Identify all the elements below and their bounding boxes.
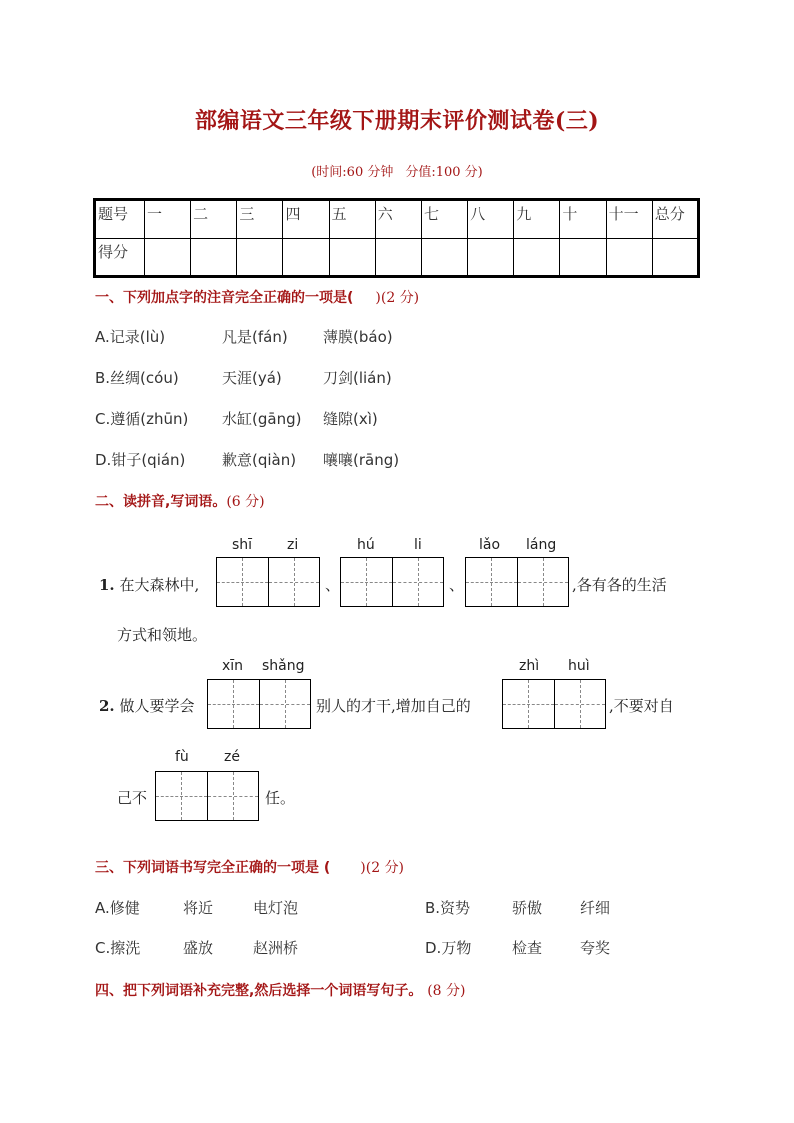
pinyin-ze: zé bbox=[224, 749, 240, 765]
writing-grid-zhihui[interactable] bbox=[502, 679, 606, 729]
score-cell[interactable] bbox=[514, 238, 560, 277]
pinyin-hui: huì bbox=[568, 658, 590, 674]
separator-1: 、 bbox=[325, 576, 341, 594]
score-col-2: 二 bbox=[191, 200, 237, 239]
score-col-label: 题号 bbox=[95, 200, 145, 239]
q4-heading-text: 四、把下列词语补充完整,然后选择一个词语写句子。 bbox=[95, 983, 423, 999]
score-table-header-row bbox=[95, 200, 699, 239]
q1-option-b-word2: 天涯(yá) bbox=[222, 369, 282, 387]
pinyin-fu: fù bbox=[175, 749, 189, 765]
q1-option-c-word2: 水缸(gāng) bbox=[222, 410, 302, 428]
q3-option-a-word2: 将近 bbox=[183, 899, 214, 917]
pinyin-hu: hú bbox=[357, 537, 375, 553]
q2-sentence2-start bbox=[99, 695, 194, 716]
q2-sentence1-post: ,各有各的生活 bbox=[572, 576, 667, 594]
pinyin-lang: láng bbox=[526, 537, 557, 553]
pinyin-zhi: zhì bbox=[519, 658, 540, 674]
q2-heading-text: 二、读拼音,写词语。 bbox=[95, 494, 227, 510]
q4-heading bbox=[95, 980, 465, 1000]
q2-sentence2-number: 2. bbox=[99, 697, 115, 715]
q3-option-a[interactable]: A.修健 bbox=[95, 899, 140, 917]
q1-option-a-word3: 薄膜(báo) bbox=[323, 328, 393, 346]
pinyin-shi: shī bbox=[232, 537, 253, 553]
q4-points: (8 分) bbox=[427, 983, 466, 999]
grid-cell[interactable] bbox=[341, 558, 392, 606]
score-cell[interactable] bbox=[145, 238, 191, 277]
separator-2: 、 bbox=[449, 576, 465, 594]
score-table bbox=[93, 198, 700, 278]
q1-option-c[interactable]: C.遵循(zhūn) bbox=[95, 410, 189, 428]
score-col-8: 八 bbox=[468, 200, 514, 239]
grid-cell[interactable] bbox=[259, 680, 311, 728]
q2-sentence2-post: ,不要对自 bbox=[609, 697, 674, 715]
score-cell[interactable] bbox=[191, 238, 237, 277]
writing-grid-laolang[interactable] bbox=[465, 557, 569, 607]
pinyin-lao: lǎo bbox=[479, 537, 501, 553]
score-col-total: 总分 bbox=[652, 200, 698, 239]
score-cell[interactable] bbox=[237, 238, 283, 277]
q1-option-d[interactable]: D.钳子(qián) bbox=[95, 451, 186, 469]
q3-option-c-word3: 赵洲桥 bbox=[253, 939, 299, 957]
q1-option-d-word3: 嚷嚷(rāng) bbox=[323, 451, 400, 469]
q2-sentence1-pre: 在大森林中, bbox=[119, 576, 200, 594]
writing-grid-shizi[interactable] bbox=[216, 557, 320, 607]
score-col-11: 十一 bbox=[606, 200, 652, 239]
q3-option-d-word2: 检查 bbox=[512, 939, 543, 957]
exam-total-score: 分值:100 分) bbox=[405, 165, 483, 180]
score-row-label: 得分 bbox=[95, 238, 145, 277]
pinyin-xin: xīn bbox=[222, 658, 244, 674]
q3-option-d[interactable]: D.万物 bbox=[425, 939, 472, 957]
score-cell[interactable] bbox=[560, 238, 606, 277]
q1-heading bbox=[95, 287, 419, 307]
score-col-10: 十 bbox=[560, 200, 606, 239]
score-cell[interactable] bbox=[652, 238, 698, 277]
q3-heading-text: 三、下列词语书写完全正确的一项是 ( bbox=[95, 860, 331, 876]
q3-option-c[interactable]: C.擦洗 bbox=[95, 939, 141, 957]
q3-option-b-word3: 纤细 bbox=[580, 899, 611, 917]
score-col-9: 九 bbox=[514, 200, 560, 239]
q3-points: )(2 分) bbox=[360, 860, 405, 876]
q2-sentence1-cont: 方式和领地。 bbox=[117, 626, 208, 644]
score-col-6: 六 bbox=[375, 200, 421, 239]
score-col-5: 五 bbox=[329, 200, 375, 239]
q1-points: )(2 分) bbox=[375, 290, 420, 306]
exam-info bbox=[0, 161, 794, 180]
q2-points: (6 分) bbox=[226, 494, 265, 510]
page-title: 部编语文三年级下册期末评价测试卷(三) bbox=[194, 108, 600, 134]
q3-option-b[interactable]: B.资势 bbox=[425, 899, 471, 917]
q1-option-d-word2: 歉意(qiàn) bbox=[222, 451, 297, 469]
q3-option-c-word2: 盛放 bbox=[183, 939, 214, 957]
score-col-7: 七 bbox=[421, 200, 467, 239]
score-col-4: 四 bbox=[283, 200, 329, 239]
score-cell[interactable] bbox=[606, 238, 652, 277]
q2-sentence1-number: 1. bbox=[99, 576, 115, 594]
q3-heading bbox=[95, 857, 404, 877]
q2-sentence1-start bbox=[99, 574, 199, 595]
q1-option-b-word3: 刀剑(lián) bbox=[323, 369, 392, 387]
grid-cell[interactable] bbox=[554, 680, 606, 728]
q2-sentence2-cont-pre: 己不 bbox=[117, 789, 148, 807]
grid-cell[interactable] bbox=[207, 772, 259, 820]
score-table-score-row bbox=[95, 238, 699, 277]
score-cell[interactable] bbox=[468, 238, 514, 277]
score-cell[interactable] bbox=[329, 238, 375, 277]
q2-sentence2-cont-post: 任。 bbox=[265, 789, 296, 807]
writing-grid-fuze[interactable] bbox=[155, 771, 259, 821]
q2-sentence2-mid: 别人的才干,增加自己的 bbox=[316, 697, 471, 715]
pinyin-shang: shǎng bbox=[262, 658, 305, 674]
q1-option-c-word3: 缝隙(xì) bbox=[323, 410, 378, 428]
score-cell[interactable] bbox=[375, 238, 421, 277]
grid-cell[interactable] bbox=[466, 558, 517, 606]
q1-option-a-word2: 凡是(fán) bbox=[222, 328, 288, 346]
exam-time: (时间:60 分钟 bbox=[311, 165, 394, 180]
score-col-1: 一 bbox=[145, 200, 191, 239]
q1-option-a[interactable]: A.记录(lù) bbox=[95, 328, 166, 346]
writing-grid-xinshang[interactable] bbox=[207, 679, 311, 729]
grid-cell[interactable] bbox=[156, 772, 207, 820]
writing-grid-huli[interactable] bbox=[340, 557, 444, 607]
score-cell[interactable] bbox=[283, 238, 329, 277]
grid-cell[interactable] bbox=[517, 558, 569, 606]
q1-heading-text: 一、下列加点字的注音完全正确的一项是( bbox=[95, 290, 354, 306]
q1-option-b[interactable]: B.丝绸(cóu) bbox=[95, 369, 179, 387]
q3-option-a-word3: 电灯泡 bbox=[253, 899, 299, 917]
q3-option-b-word2: 骄傲 bbox=[512, 899, 543, 917]
grid-cell[interactable] bbox=[268, 558, 320, 606]
grid-cell[interactable] bbox=[208, 680, 259, 728]
q2-heading bbox=[95, 491, 265, 511]
q2-sentence2-pre: 做人要学会 bbox=[119, 697, 195, 715]
score-col-3: 三 bbox=[237, 200, 283, 239]
pinyin-li: li bbox=[414, 537, 422, 553]
grid-cell[interactable] bbox=[217, 558, 268, 606]
grid-cell[interactable] bbox=[392, 558, 444, 606]
grid-cell[interactable] bbox=[503, 680, 554, 728]
q3-option-d-word3: 夸奖 bbox=[580, 939, 611, 957]
pinyin-zi: zi bbox=[287, 537, 299, 553]
score-cell[interactable] bbox=[421, 238, 467, 277]
